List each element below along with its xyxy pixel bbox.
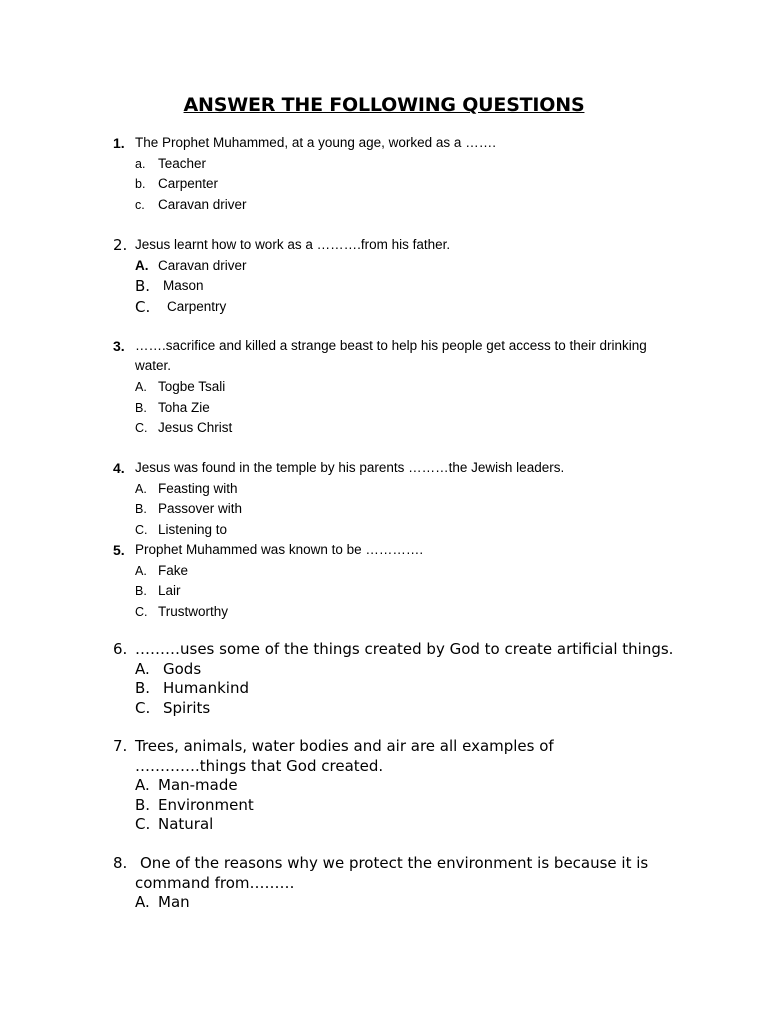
question-4 [113,458,713,540]
option-text: Teacher [158,155,207,171]
question-number: 3. [113,338,125,354]
question-text: Prophet Muhammed was known to be …………. [135,542,424,557]
option-letter: C. [135,698,151,717]
option-text: Togbe Tsali [158,379,226,394]
question-3 [113,336,713,439]
option-text: Man-made [158,776,238,794]
option-letter: A. [135,257,149,273]
option [113,398,713,419]
question-number: 4. [113,460,125,476]
option [113,418,713,439]
option-letter: c. [135,197,145,212]
option-text: Carpenter [158,176,219,191]
question-1 [113,133,713,215]
option [113,796,713,816]
option [113,276,713,297]
option [113,679,713,699]
question-text: Jesus learnt how to work as a ……….from his father. [135,237,451,252]
option-letter: B. [135,277,151,295]
option-text: Humankind [163,679,249,697]
option-text: Spirits [163,698,211,717]
option-letter: A. [135,380,147,394]
option [113,815,713,835]
page-title: ANSWER THE FOLLOWING QUESTIONS [183,94,585,116]
option-letter: A. [135,481,147,496]
question-number: 7. [113,737,128,755]
question-text: ………uses some of the things created by God to create artificial things. [135,640,674,658]
option-text: Mason [163,278,204,293]
option [113,660,713,680]
question-number: 1. [113,135,125,151]
option-letter: A. [135,563,147,578]
option-text: Toha Zie [158,399,210,415]
option-text: Lair [158,583,181,598]
option-letter: C. [135,421,148,435]
question-text-line-2: command from……… [135,873,295,892]
option-letter: C. [135,522,148,537]
option [113,195,713,216]
option-letter: B. [135,400,147,415]
option-text: Feasting with [158,480,238,496]
question-text-line-1: Trees, animals, water bodies and air are all examples of [135,737,554,755]
option [113,256,713,277]
question-number: 5. [113,542,125,558]
option-letter: B. [135,679,151,697]
option [113,699,713,719]
option [113,174,713,195]
option [113,602,713,623]
option [113,776,713,796]
option-text: Trustworthy [158,603,229,619]
option [113,581,713,602]
option-text: Gods [163,659,202,678]
option-text: Environment [158,795,254,814]
question-7 [113,737,713,835]
option [113,561,713,582]
option-text: Caravan driver [158,196,247,212]
option-letter: C. [135,604,148,619]
question-5 [113,540,713,622]
option-letter: b. [135,177,146,191]
option [113,479,713,500]
option-text: Man [158,893,190,911]
option-text: Listening to [158,521,228,537]
option-letter: B. [135,584,147,598]
option-text: Jesus Christ [158,420,233,435]
option [113,520,713,541]
question-number: 2. [113,236,128,254]
option [113,297,713,318]
question-6 [113,640,713,718]
option [113,154,713,175]
option-text: Fake [158,562,189,578]
question-number: 8. [113,854,128,872]
option-letter: C. [135,297,151,316]
option-letter: A. [135,893,150,911]
option-letter: A. [135,776,150,794]
question-text: Jesus was found in the temple by his parents ………the Jewish leaders. [135,460,565,475]
question-8 [113,854,713,913]
question-text: The Prophet Muhammed, at a young age, worked as a ……. [135,135,496,150]
option-letter: B. [135,795,151,814]
option-text: Passover with [158,501,243,516]
option-text: Caravan driver [158,257,247,273]
question-text-line-1: One of the reasons why we protect the environment is because it is [140,854,649,872]
option [113,893,713,913]
question-text: …….sacrifice and killed a strange beast to help his people get access to their drinking water. [135,338,647,373]
option [113,377,713,398]
option-letter: a. [135,156,146,171]
option-text: Carpentry [167,298,227,314]
option [113,499,713,520]
question-text-line-2: ………….things that God created. [135,756,384,775]
question-number: 6. [113,640,128,658]
option-letter: C. [135,815,151,833]
option-text: Natural [158,815,214,833]
question-2 [113,235,713,317]
option-letter: B. [135,502,147,516]
option-letter: A. [135,659,150,678]
